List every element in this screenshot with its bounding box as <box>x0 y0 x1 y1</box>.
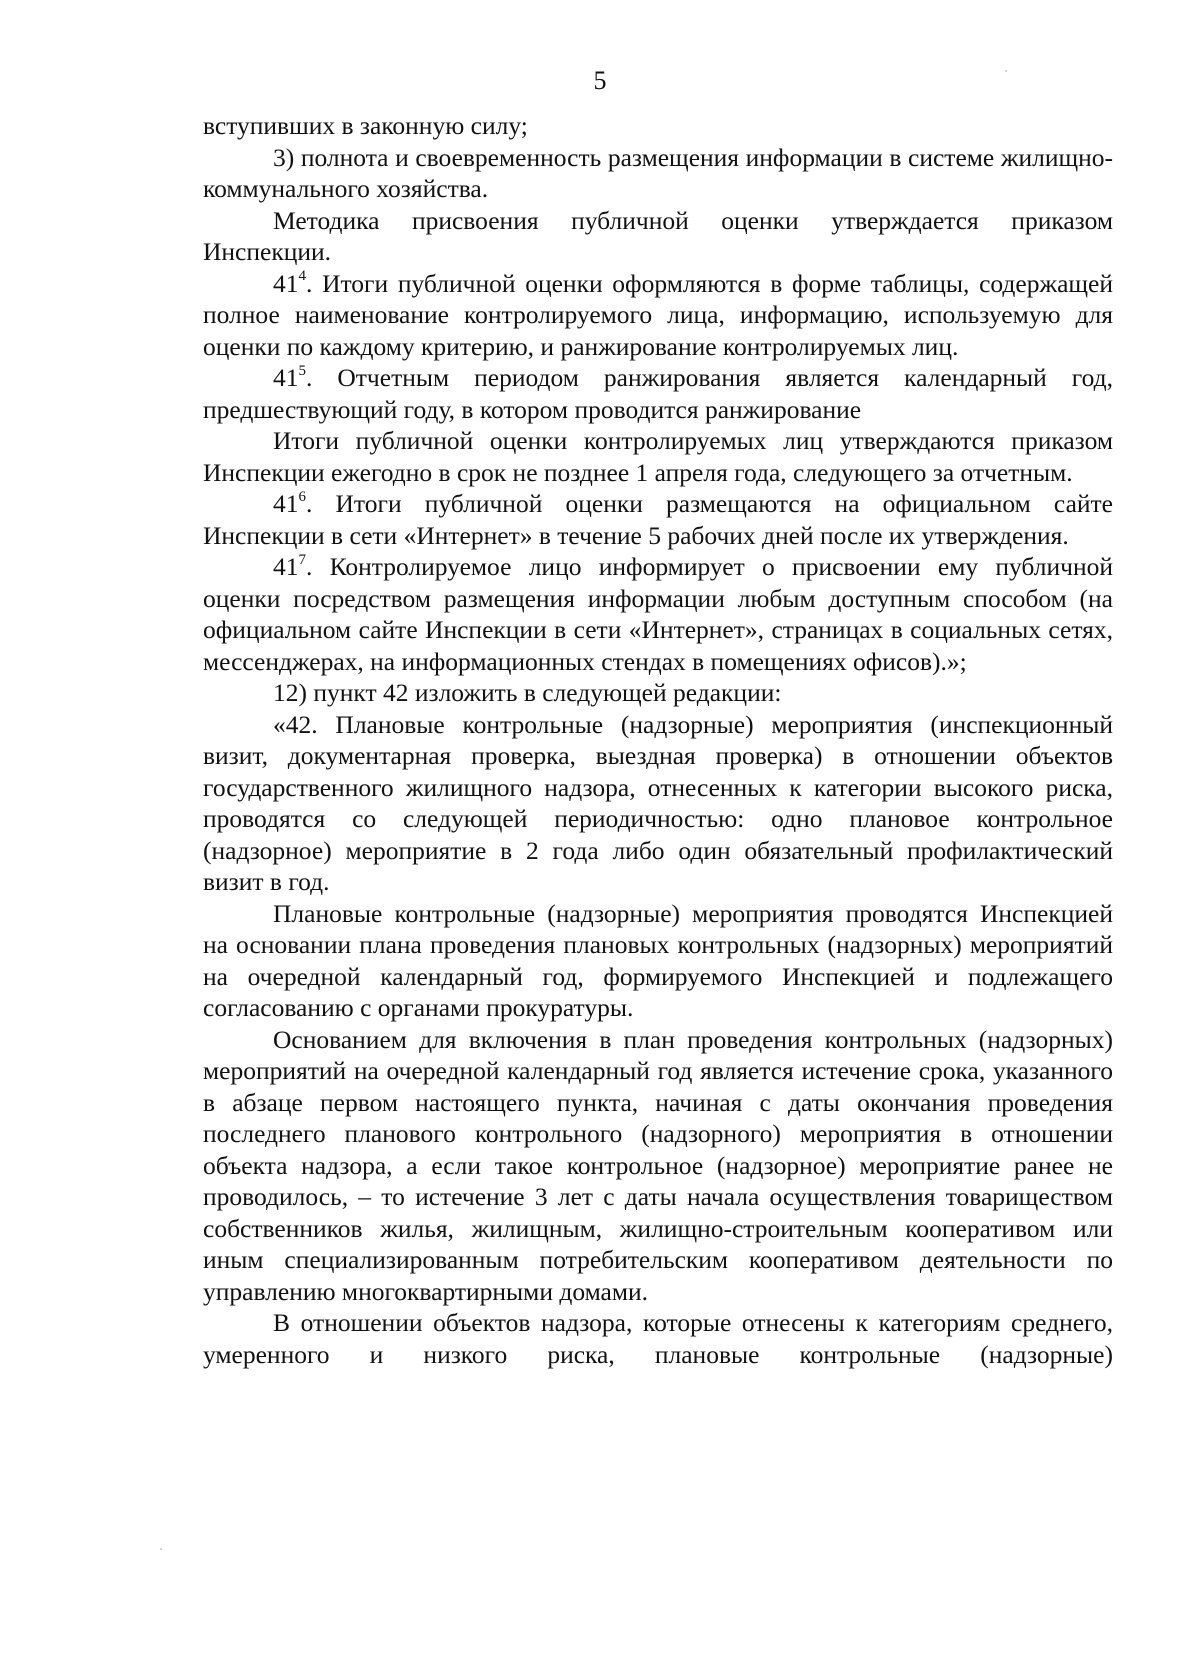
paragraph-5 <box>203 362 1113 425</box>
paragraph-7 <box>203 488 1113 551</box>
scan-speck <box>1005 70 1007 72</box>
paragraph-1: вступивших в законную силу; <box>203 111 528 140</box>
paragraph-6: Итоги публичной оценки контролируемых лиц утверждаются приказом Инспекции ежегодно в срок не позднее 1 апреля года, следующего за отчетным. <box>203 426 1113 487</box>
clause-superscript: 5 <box>298 362 306 379</box>
paragraph-3: Методика присвоения публичной оценки утверждается приказом Инспекции. <box>203 205 1113 266</box>
paragraph-10: «42. Плановые контрольные (надзорные) мероприятия (инспекционный визит, документарная проверка, выездная проверка) в отношении объектов государственного жилищного надзора, отнесенных к категории высокого риска, проводятся со следующей периодичностью: одно плановое контрольное (надзорное) мероприятие в 2 года либо один обязательный профилактический визит в год. <box>203 709 1113 896</box>
paragraph-8-text: . Контролируемое лицо информирует о присвоении ему публичной оценки посредством размещения информации любым доступным способом (на официальном сайте Инспекции в сети «Интернет», страницах в социальных сетях, мессенджерах, на информационных стендах в помещениях офисов).»; <box>203 552 1113 676</box>
paragraph-8 <box>203 551 1113 677</box>
paragraph-4 <box>203 268 1113 363</box>
clause-superscript: 7 <box>298 551 306 568</box>
paragraph-4-text: . Итоги публичной оценки оформляются в форме таблицы, содержащей полное наименование контролируемого лица, информацию, используемую для оценки по каждому критерию, и ранжирование контролируемых лиц. <box>203 268 1113 361</box>
paragraph-2: 3) полнота и своевременность размещения информации в системе жилищно-коммунального хозяйства. <box>203 142 1113 203</box>
clause-superscript: 6 <box>298 488 306 505</box>
paragraph-5-text: . Отчетным периодом ранжирования является календарный год, предшествующий году, в котором проводится ранжирование <box>203 363 1113 424</box>
page-number: 5 <box>593 66 607 95</box>
paragraph-9: 12) пункт 42 изложить в следующей редакции: <box>273 678 782 707</box>
paragraph-11: Плановые контрольные (надзорные) мероприятия проводятся Инспекцией на основании плана проведения плановых контрольных (надзорных) мероприятий на очередной календарный год, формируемого Инспекцией и подлежащего согласованию с органами прокуратуры. <box>203 898 1113 1022</box>
document-body <box>203 110 1113 1370</box>
clause-superscript: 4 <box>298 268 306 284</box>
paragraph-13: В отношении объектов надзора, которые отнесены к категориям среднего, умеренного и низкого риска, плановые контрольные (надзорные) <box>203 1308 1113 1369</box>
clause-number: 41 <box>273 489 299 518</box>
clause-number: 41 <box>273 363 299 392</box>
clause-number: 41 <box>273 268 299 298</box>
paragraph-7-text: . Итоги публичной оценки размещаются на официальном сайте Инспекции в сети «Интернет» в течение 5 рабочих дней после их утверждения. <box>203 489 1113 550</box>
paragraph-12: Основанием для включения в план проведения контрольных (надзорных) мероприятий на очередной календарный год является истечение срока, указанного в абзаце первом настоящего пункта, начиная с даты окончания проведения последнего планового контрольного (надзорного) мероприятия в отношении объекта надзора, а если такое контрольное (надзорное) мероприятие ранее не проводилось, – то истечение 3 лет с даты начала осуществления товариществом собственников жилья, жилищным, жилищно-строительным кооперативом или иным специализированным потребительским кооперативом деятельности по управлению многоквартирными домами. <box>203 1024 1113 1306</box>
clause-number: 41 <box>273 552 299 581</box>
scan-speck <box>160 1548 162 1550</box>
